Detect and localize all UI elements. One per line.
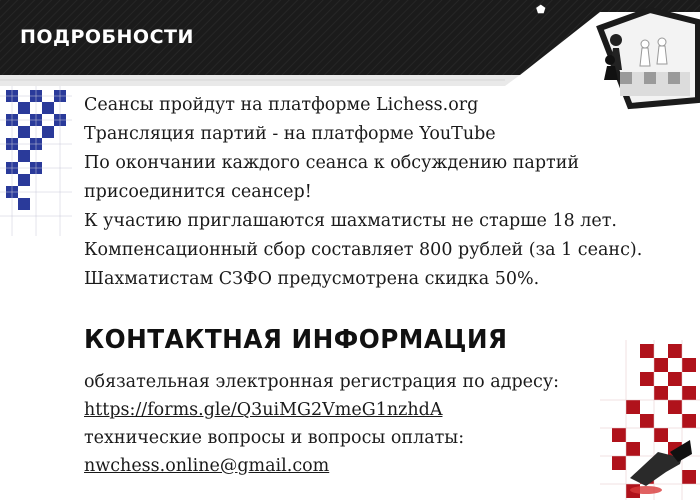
checker-decoration-red: [600, 340, 700, 500]
details-line: Шахматистам СЗФО предусмотрена скидка 50%.: [84, 269, 540, 289]
details-line: Сеансы пройдут на платформе Lichess.org: [84, 95, 479, 115]
details-line: Компенсационный сбор составляет 800 рублей (за 1 сеанс).: [84, 240, 643, 260]
details-line: Трансляция партий - на платформе YouTube: [84, 124, 496, 144]
email-link[interactable]: nwchess.online@gmail.com: [84, 456, 330, 476]
support-text: технические вопросы и вопросы оплаты:: [84, 428, 465, 448]
registration-link[interactable]: https://forms.gle/Q3uiMG2VmeG1nzhdA: [84, 400, 443, 420]
contact-info: [84, 368, 594, 480]
star-icon: ⬟: [536, 3, 546, 16]
registration-text: обязательная электронная регистрация по адресу:: [84, 372, 560, 392]
details-heading: ПОДРОБНОСТИ: [20, 26, 194, 48]
details-line: К участию приглашаются шахматисты не старше 18 лет.: [84, 211, 617, 231]
details-line: присоединится сеансер!: [84, 182, 312, 202]
details-list: [84, 91, 643, 294]
details-line: По окончании каждого сеанса к обсуждению партий: [84, 153, 580, 173]
contact-heading: КОНТАКТНАЯ ИНФОРМАЦИЯ: [84, 325, 508, 355]
checker-decoration-blue: [0, 86, 72, 236]
